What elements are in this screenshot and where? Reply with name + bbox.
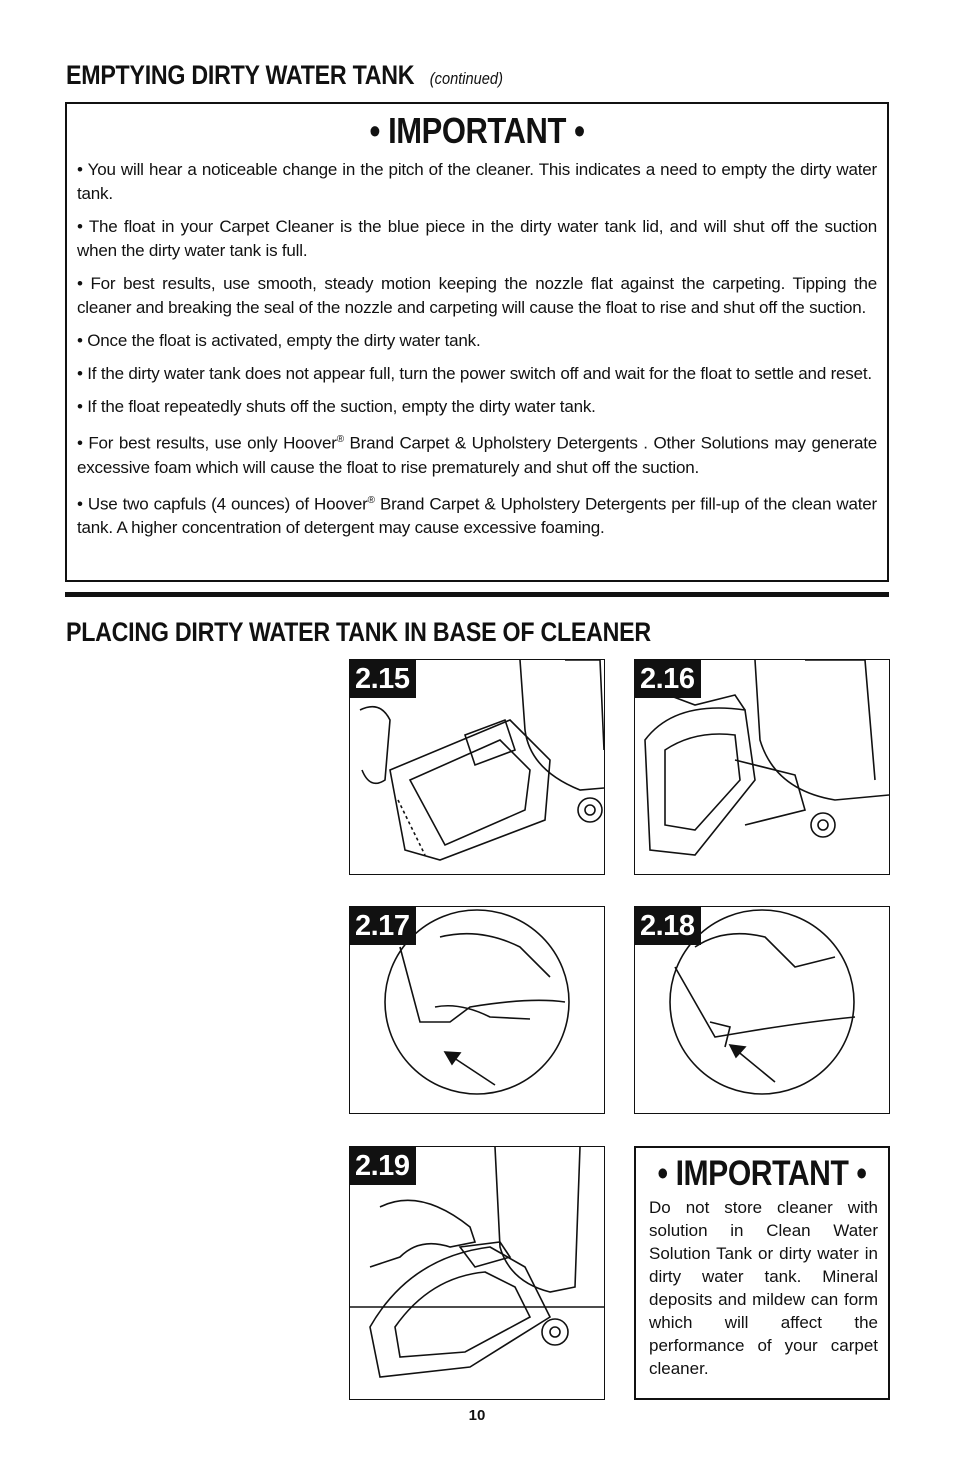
bullet-text: Brand Carpet & Upholstery Detergents . Other Solutions may generate excessive foam which will cause the float to rise prematurely and shut off the suction. [77,433,877,477]
section-divider [65,592,889,597]
bullet-text: • Use two capfuls (4 ounces) of Hoover [77,494,368,514]
bullet-item: • For best results, use smooth, steady motion keeping the nozzle flat against the carpeting. Tipping the cleaner and breaking the seal of the nozzle and carpeting will cause the float to rise and shut off the suction. [77,274,877,317]
storage-warning-text: Do not store cleaner with solution in Clean Water Solution Tank or dirty water in dirty water tank. Mineral deposits and mildew can form which will affect the performance of your carpet cleaner. [649,1198,878,1378]
figure-label: 2.17 [350,907,416,945]
important-heading: • IMPORTANT • [369,110,585,151]
bullet-item: • You will hear a noticeable change in the pitch of the cleaner. This indicates a need to empty the dirty water tank. [77,160,877,203]
bullet-item: • Once the float is activated, empty the dirty water tank. [77,331,481,350]
bullet-text: • For best results, use only Hoover [77,433,337,453]
section-title-emptying [66,60,503,91]
registered-mark: ® [336,434,344,445]
section-title-text: EMPTYING DIRTY WATER TANK [66,60,415,90]
registered-mark: ® [367,494,375,506]
figure-label: 2.18 [635,907,701,945]
figure-2-15 [349,659,605,875]
figure-label: 2.15 [350,660,416,698]
important-notice-box [65,102,889,582]
bullet-text: Brand Carpet & Upholstery Detergents per fill-up of the clean water tank. A higher concentration of detergent may cause excessive foaming. [77,494,877,538]
important-heading: • IMPORTANT • [657,1154,867,1193]
figure-label: 2.19 [350,1147,416,1185]
section-subtitle: (continued) [429,69,503,88]
bullet-item [77,428,877,480]
figure-2-16 [634,659,890,875]
bullet-item: • The float in your Carpet Cleaner is the blue piece in the dirty water tank lid, and will shut off the suction when the dirty water tank is full. [77,217,877,260]
figure-2-19 [349,1146,605,1400]
bullet-item: • If the dirty water tank does not appear full, turn the power switch off and wait for the float to settle and reset. [77,364,872,383]
bullet-item [77,489,877,541]
figure-2-18 [634,906,890,1114]
bullet-item: • If the float repeatedly shuts off the suction, empty the dirty water tank. [77,397,596,416]
figure-label: 2.16 [635,660,701,698]
figure-2-17 [349,906,605,1114]
section-title-placing: PLACING DIRTY WATER TANK IN BASE OF CLEANER [66,617,651,647]
important-bullet-list [67,158,887,540]
storage-warning-box [634,1146,890,1400]
page-number: 10 [468,1407,486,1424]
